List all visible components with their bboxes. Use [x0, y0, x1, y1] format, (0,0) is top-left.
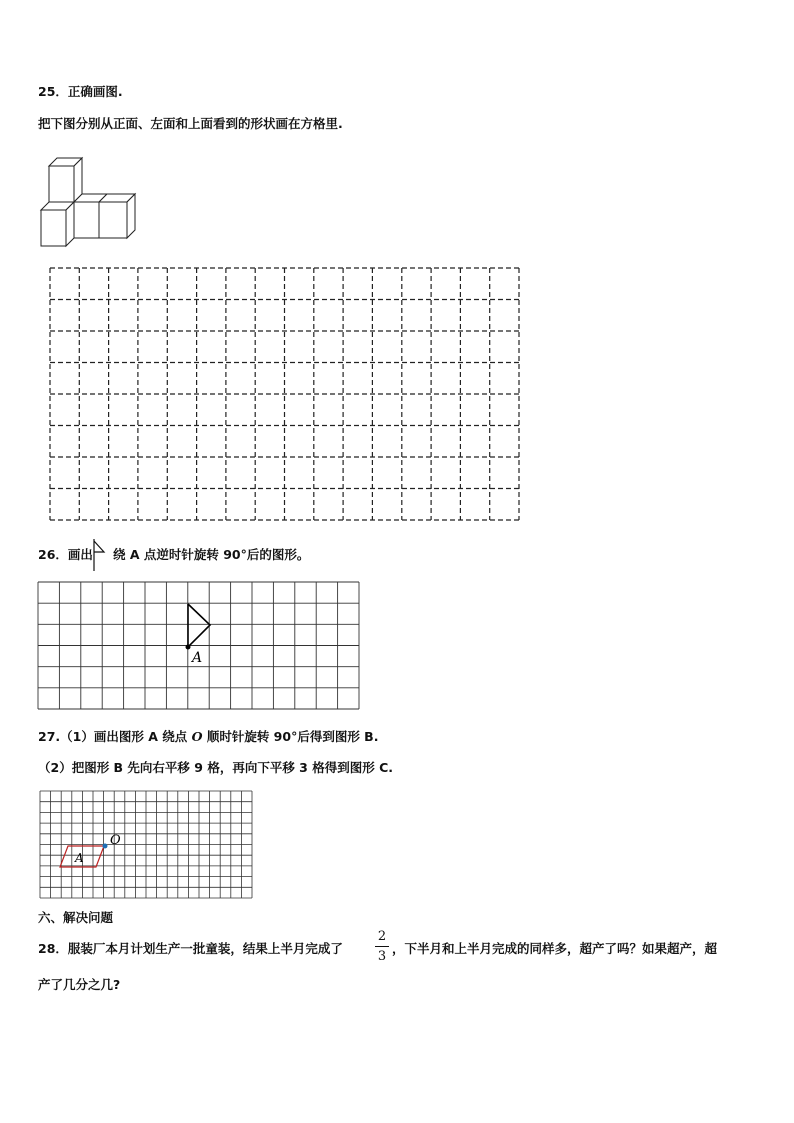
point-a-label: A: [192, 650, 203, 666]
dashed-answer-grid[interactable]: [50, 268, 520, 521]
q27-part1-suffix: 顺时针旋转 90°后得到图形 B.: [202, 729, 379, 744]
fraction-numerator: 2: [377, 929, 387, 944]
rotation-grid[interactable]: [38, 582, 360, 710]
section-title: 六、解决问题: [38, 910, 114, 925]
point-o-label: O: [110, 833, 121, 848]
q27-part1-point: O: [191, 729, 203, 744]
translation-grid[interactable]: [40, 791, 253, 899]
q28-line1-before: 28．服装厂本月计划生产一批童装，结果上半月完成了: [38, 941, 343, 956]
q28-line2: 产了几分之几?: [38, 977, 121, 992]
q27-part1-prefix: 27.（1）画出图形 A 绕点: [38, 729, 192, 744]
q27-part1: [38, 729, 378, 745]
point-o: [103, 844, 108, 849]
fraction-denominator: 3: [377, 949, 387, 964]
point-a: [186, 645, 191, 650]
flag-shape: [188, 604, 210, 647]
q26-text-after: 绕 A 点逆时针旋转 90°后的图形。: [113, 547, 310, 562]
shape-a-label: A: [75, 851, 84, 865]
inline-flag-shape-icon: [92, 538, 114, 572]
q26-text-before: 26．画出: [38, 547, 93, 562]
fraction: [375, 929, 389, 964]
q27-part2: （2）把图形 B 先向右平移 9 格，再向下平移 3 格得到图形 C.: [38, 760, 394, 775]
q28-line1-after: ，下半月和上半月完成的同样多，超产了吗？如果超产，超: [392, 941, 718, 956]
q25-instruction: 把下图分别从正面、左面和上面看到的形状画在方格里.: [38, 116, 343, 131]
q25-title: 25．正确画图.: [38, 84, 123, 99]
cube-stack-figure: [38, 154, 138, 249]
fraction-bar: [375, 946, 389, 947]
